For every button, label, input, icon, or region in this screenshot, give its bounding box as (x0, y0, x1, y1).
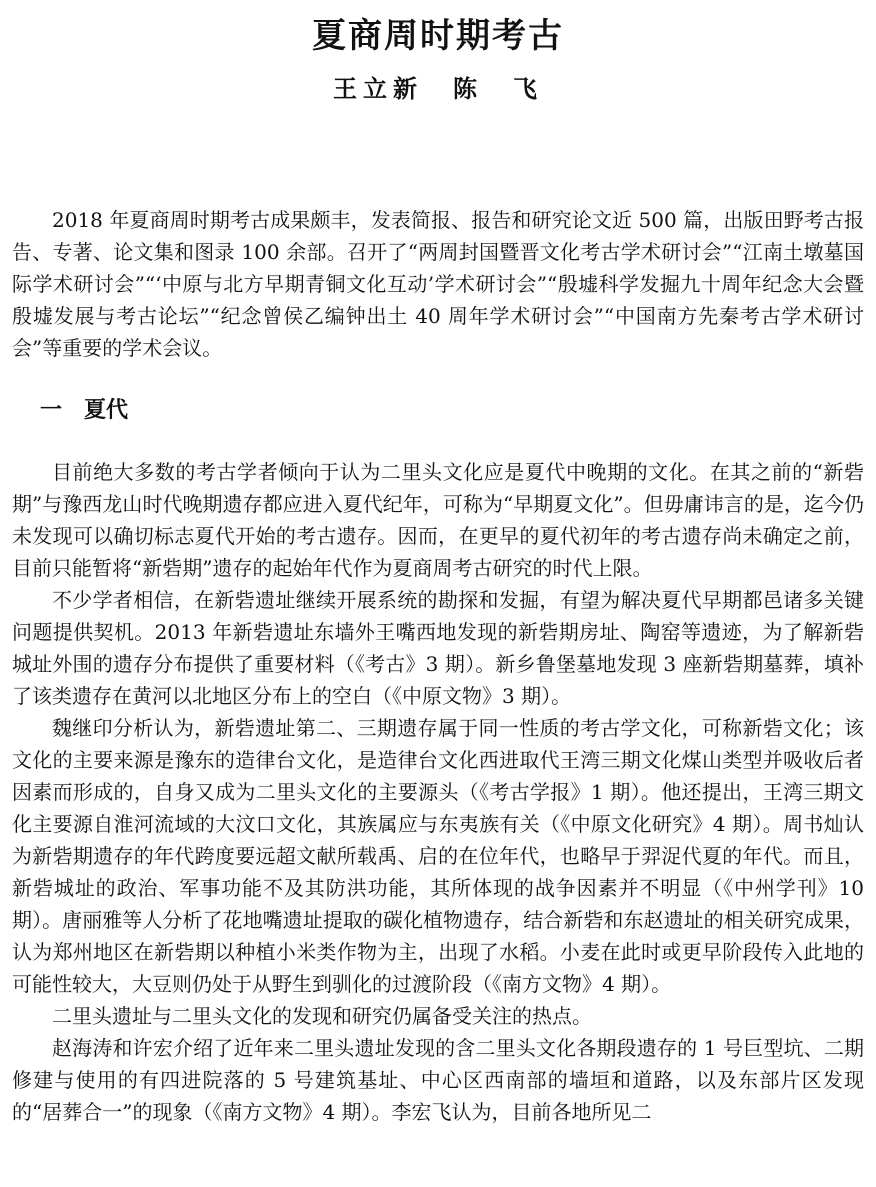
section-body-xia (12, 456, 864, 1128)
section-heading-xia: 一 夏代 (40, 398, 129, 423)
intro-paragraph: 2018 年夏商周时期考古成果颇丰，发表简报、报告和研究论文近 500 篇，出版田野考古报告、专著、论文集和图录 100 余部。召开了“两周封国暨晋文化考古学术研讨会”“江南土墩墓国际学术研讨会”“‘中原与北方早期青铜文化互动’学术研讨会”“殷墟科学发掘九十周年纪念大会暨殷墟发展与考古论坛”“纪念曾侯乙编钟出土 40 周年学术研讨会”“中国南方先秦考古学术研讨会”等重要的学术会议。 (12, 208, 864, 360)
article-authors: 王立新 陈 飞 (333, 74, 543, 103)
body-paragraph: 魏继印分析认为，新砦遗址第二、三期遗存属于同一性质的考古学文化，可称新砦文化；该文化的主要来源是豫东的造律台文化，是造律台文化西进取代王湾三期文化煤山类型并吸收后者因素而形成的，自身又成为二里头文化的主要源头（《考古学报》1 期）。他还提出，王湾三期文化主要源自淮河流域的大汶口文化，其族属应与东夷族有关（《中原文化研究》4 期）。周书灿认为新砦期遗存的年代跨度要远超文献所载禹、启的在位年代，也略早于羿浞代夏的年代。而且，新砦城址的政治、军事功能不及其防洪功能，其所体现的战争因素并不明显（《中州学刊》10 期）。唐丽雅等人分析了花地嘴遗址提取的碳化植物遗存，结合新砦和东赵遗址的相关研究成果，认为郑州地区在新砦期以种植小米类作物为主，出现了水稻。小麦在此时或更早阶段传入此地的可能性较大，大豆则仍处于从野生到驯化的过渡阶段（《南方文物》4 期）。 (12, 716, 864, 996)
body-paragraph: 二里头遗址与二里头文化的发现和研究仍属备受关注的热点。 (52, 1004, 592, 1028)
body-paragraph: 不少学者相信，在新砦遗址继续开展系统的勘探和发掘，有望为解决夏代早期都邑诸多关键问题提供契机。2013 年新砦遗址东墙外王嘴西地发现的新砦期房址、陶窑等遗迹，为了解新砦城址外围的遗存分布提供了重要材料（《考古》3 期）。新乡鲁堡墓地发现 3 座新砦期墓葬，填补了该类遗存在黄河以北地区分布上的空白（《中原文物》3 期）。 (12, 588, 864, 708)
body-paragraph: 赵海涛和许宏介绍了近年来二里头遗址发现的含二里头文化各期段遗存的 1 号巨型坑、二期修建与使用的有四进院落的 5 号建筑基址、中心区西南部的墙垣和道路，以及东部片区发现的“居葬合一”的现象（《南方文物》4 期）。李宏飞认为，目前各地所见二 (12, 1036, 864, 1124)
article-title: 夏商周时期考古 (312, 16, 564, 56)
body-paragraph: 目前绝大多数的考古学者倾向于认为二里头文化应是夏代中晚期的文化。在其之前的“新砦期”与豫西龙山时代晚期遗存都应进入夏代纪年，可称为“早期夏文化”。但毋庸讳言的是，迄今仍未发现可以确切标志夏代开始的考古遗存。因而，在更早的夏代初年的考古遗存尚未确定之前，目前只能暂将“新砦期”遗存的起始年代作为夏商周考古研究的时代上限。 (12, 460, 864, 580)
intro-section (12, 204, 864, 364)
